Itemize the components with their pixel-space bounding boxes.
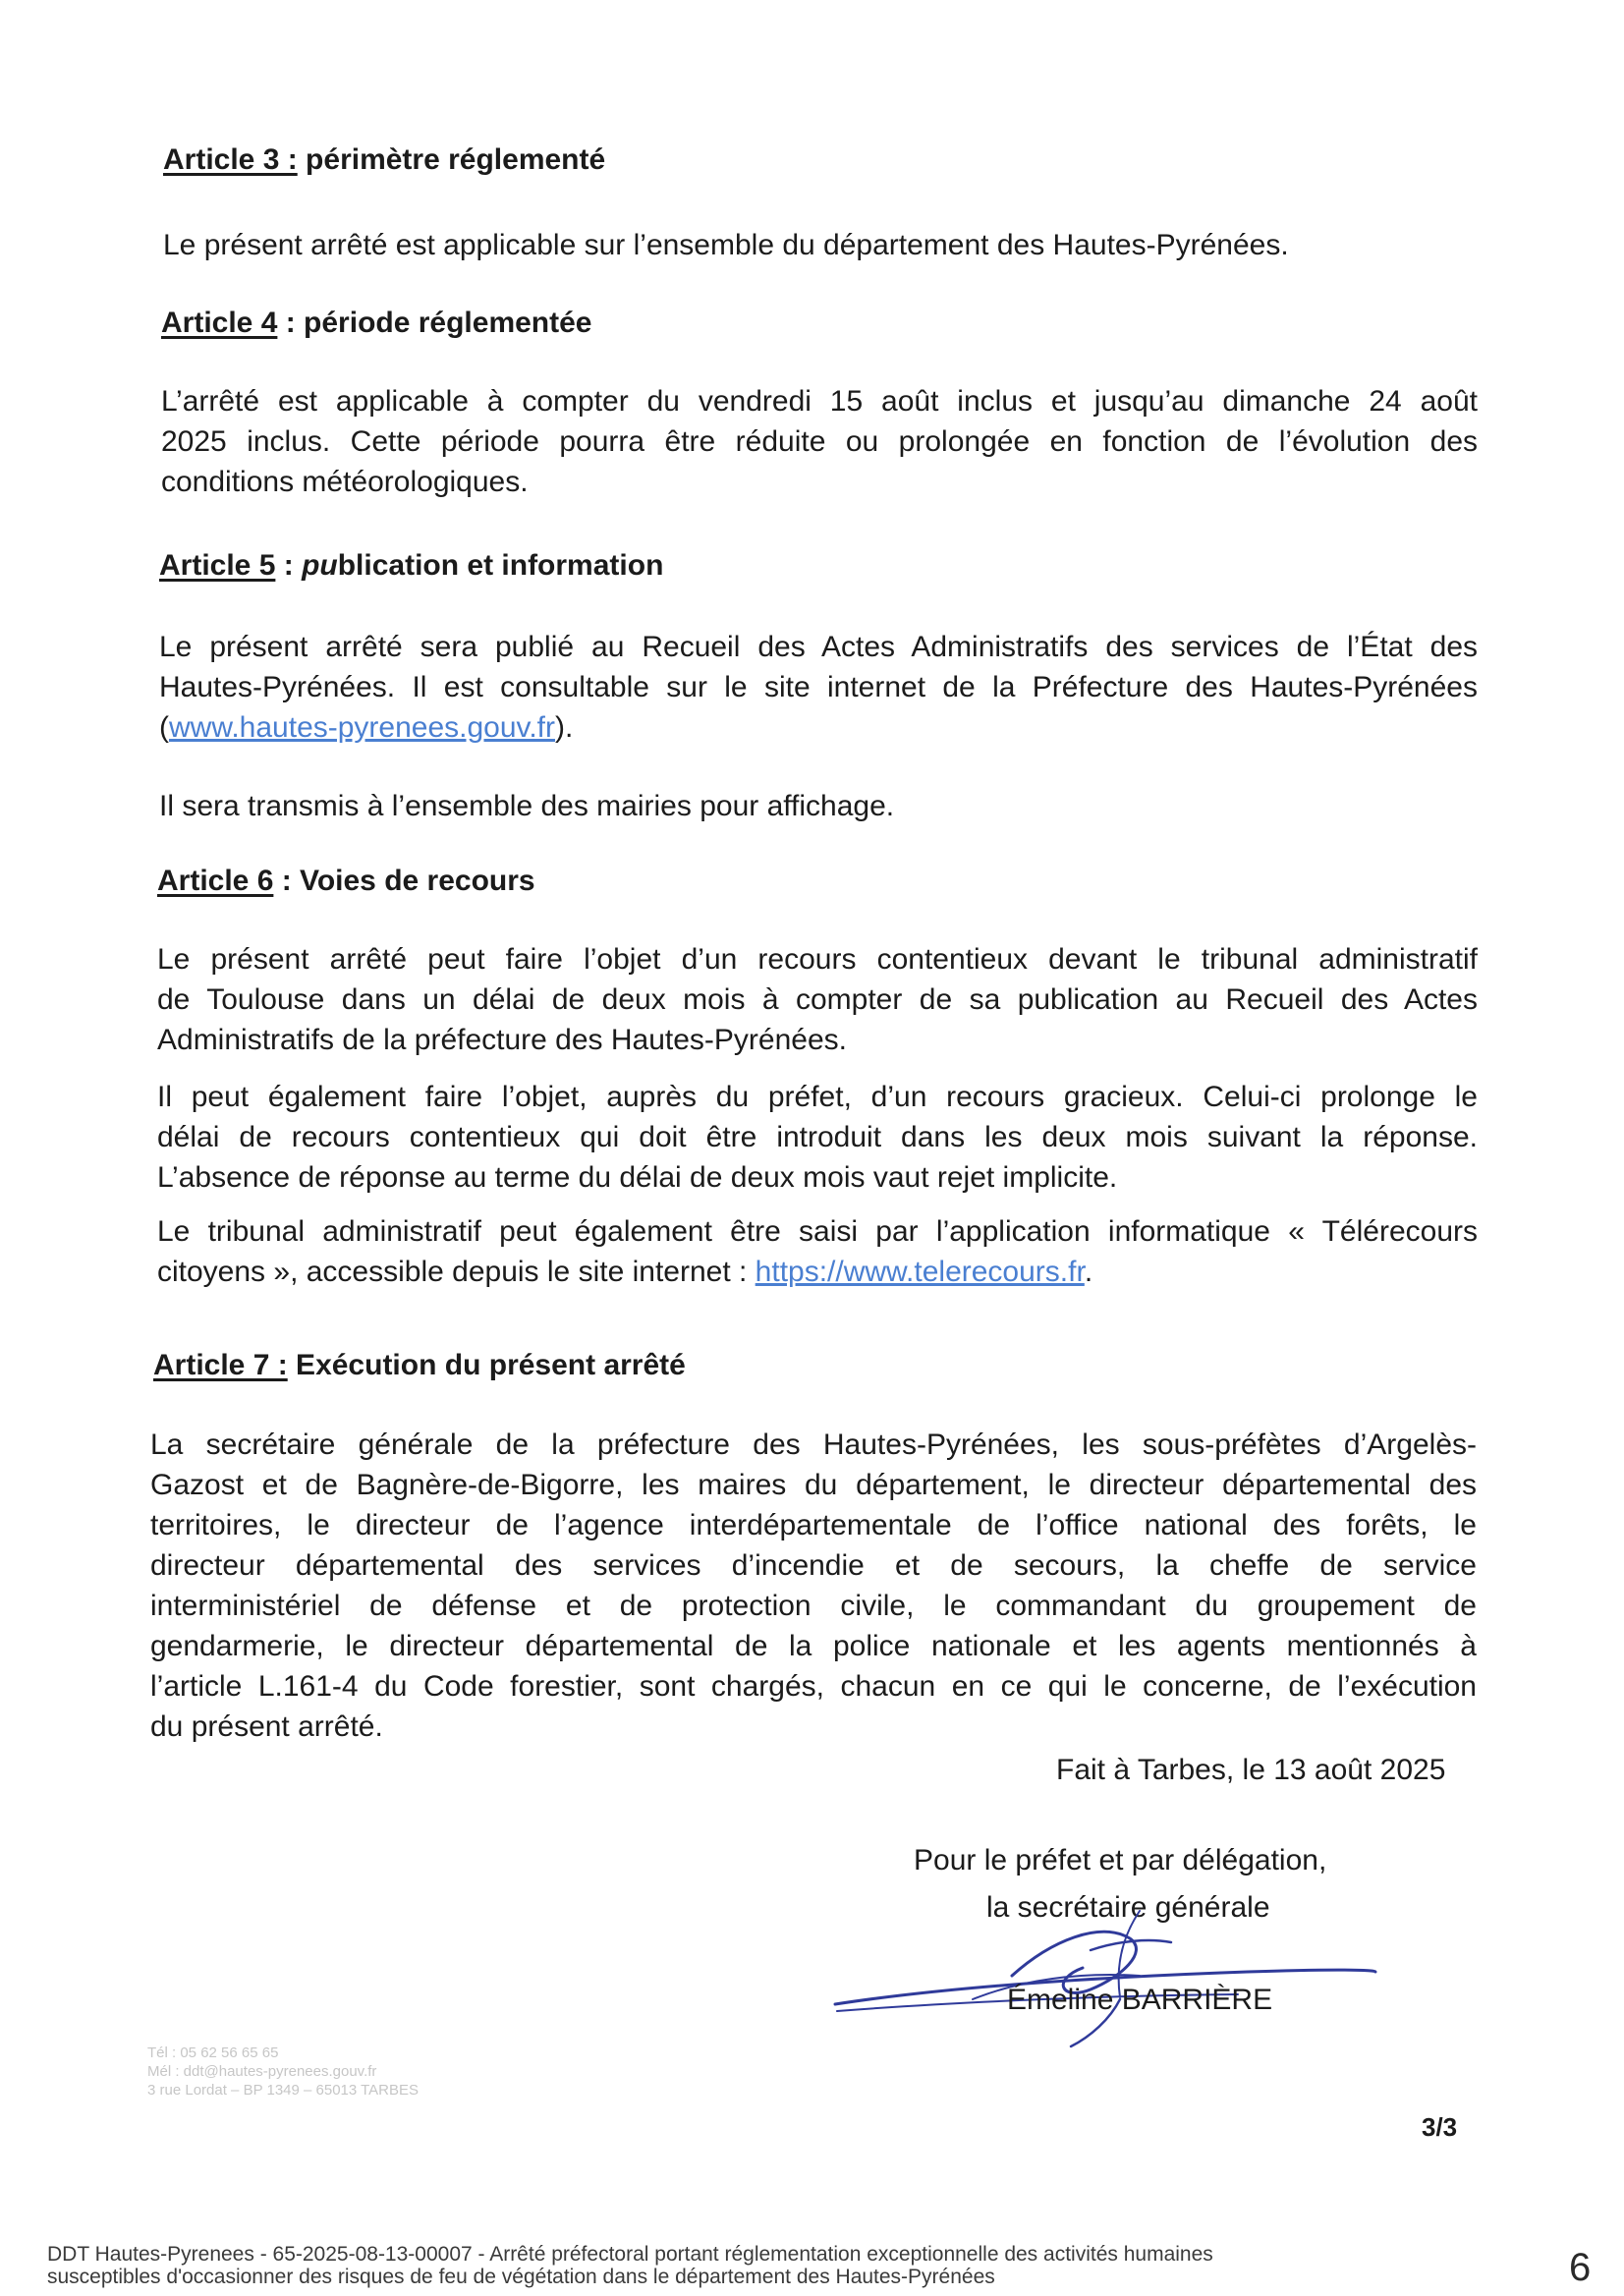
article-5-text-2: Il sera transmis à l’ensemble des mairies pour affichage. [159, 790, 895, 822]
article-6-paragraph-2: Il peut également faire l’objet, auprès du préfet, d’un recours gracieux. Celui-ci prolonge le délai de recours contentieux qui doit être introduit dans les deux mois suivant la réponse. L’absence de réponse au terme du délai de deux mois vaut rejet implicite. [157, 1081, 1478, 1194]
telerecours-link[interactable]: https://www.telerecours.fr [755, 1256, 1085, 1288]
article-3-label: Article 3 : [163, 143, 298, 176]
signatory-name: Émeline BARRIÈRE [1007, 1984, 1273, 2016]
page-number: 3/3 [1422, 2112, 1458, 2142]
contact-address: 3 rue Lordat – BP 1349 – 65013 TARBES [147, 2082, 420, 2099]
place-date: Fait à Tarbes, le 13 août 2025 [1056, 1754, 1446, 1786]
signature-role: la secrétaire générale [986, 1891, 1270, 1924]
article-5-text: Le présent arrêté sera publié au Recueil des Actes Administratifs des services de l’État des Hautes-Pyrénées. Il est consultable sur le site internet de la Préfecture des Hautes-Pyrénées (www.hautes-pyrenees.gouv.fr). [159, 631, 1478, 744]
footer-page-count: 6 [1569, 2246, 1592, 2289]
prefecture-website-link[interactable]: www.hautes-pyrenees.gouv.fr [169, 711, 555, 744]
contact-phone: Tél : 05 62 56 65 65 [147, 2044, 279, 2061]
signature-delegation-line: Pour le préfet et par délégation, [914, 1844, 1327, 1876]
article-6-paragraph-3: Le tribunal administratif peut également être saisi par l’application informatique « Télérecours citoyens », accessible depuis le site internet : https://www.telerecours.fr. [157, 1215, 1478, 1288]
contact-block [147, 2044, 419, 2100]
article-6-paragraph-1: Le présent arrêté peut faire l’objet d’un recours contentieux devant le tribunal administratif de Toulouse dans un délai de deux mois à compter de sa publication au Recueil des Actes Administratifs de la préfecture des Hautes-Pyrénées. [157, 943, 1478, 1056]
article-7-title: Exécution du présent arrêté [287, 1349, 686, 1381]
footer-text [47, 2243, 1501, 2288]
article-4-text: L’arrêté est applicable à compter du vendredi 15 août inclus et jusqu’au dimanche 24 août 2025 inclus. Cette période pourra être réduite ou prolongée en fonction de l’évolution des conditions météorologiques. [161, 385, 1478, 498]
article-7-text: La secrétaire générale de la préfecture des Hautes-Pyrénées, les sous-préfètes d’Argelès- Gazost et de Bagnère-de-Bigorre, les maires du département, le directeur départemental des territoires, le directeur de l’agence interdépartementale de l’office national des forêts, le directeur départemental des services d’incendie et de secours, la cheffe de service interministériel de défense et de protection civile, le commandant du groupement de gendarmerie, le directeur départemental de la police nationale et les agents mentionnés à l’article L.161-4 du Code forestier, sont chargés, chacun en ce qui le concerne, de l’exécution du présent arrêté. [150, 1428, 1477, 1743]
article-6-title: : Voies de recours [273, 865, 535, 897]
article-5-label: Article 5 [159, 549, 276, 582]
article-7-heading [153, 1347, 686, 1384]
article-3-text: Le présent arrêté est applicable sur l’ensemble du département des Hautes-Pyrénées. [163, 229, 1289, 261]
signature-strokes [835, 1911, 1375, 2046]
footer-line-2: susceptibles d'occasionner des risques de feu de végétation dans le département des Hautes-Pyrénées [47, 2266, 995, 2288]
article-5-heading: Article 5 : publication et information [159, 549, 664, 582]
article-3-heading [163, 141, 605, 179]
article-4-title: : période réglementée [277, 307, 592, 339]
article-4-heading [161, 305, 592, 342]
footer-line-1: DDT Hautes-Pyrenees - 65-2025-08-13-00007 - Arrêté préfectoral portant réglementation exceptionnelle des activités humaines [47, 2243, 1213, 2266]
contact-email: Mél : ddt@hautes-pyrenees.gouv.fr [147, 2063, 377, 2080]
handwritten-signature [825, 1881, 1395, 2048]
article-6-heading [157, 863, 535, 900]
article-6-label: Article 6 [157, 865, 274, 897]
article-4-label: Article 4 [161, 307, 278, 339]
article-3-title: périmètre réglementé [297, 143, 606, 176]
article-7-label: Article 7 : [153, 1349, 288, 1381]
